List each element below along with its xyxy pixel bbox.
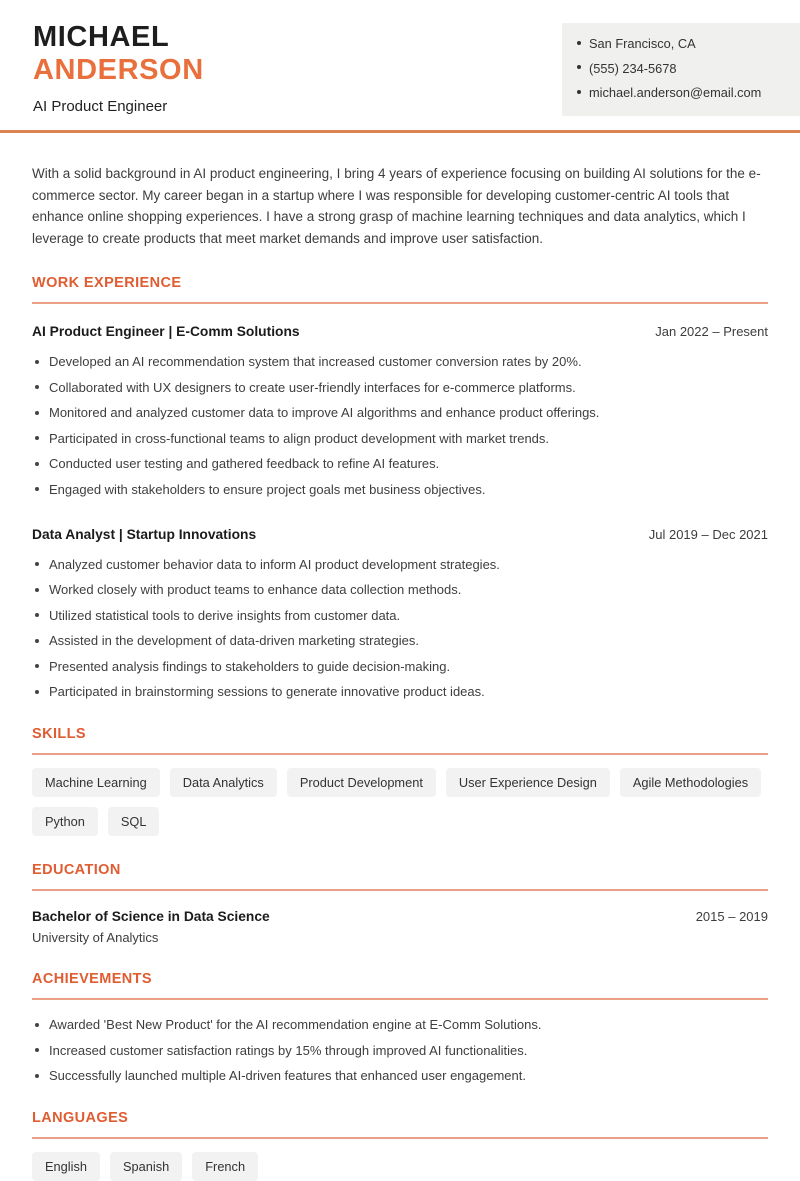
job-header-row	[32, 324, 768, 339]
job-entry	[32, 324, 768, 498]
achievement-bullet-text: Increased customer satisfaction ratings by 15% through improved AI functionalities.	[49, 1042, 528, 1058]
bullet-dot-icon	[35, 639, 39, 643]
achievement-bullet	[32, 1017, 768, 1033]
summary-paragraph: With a solid background in AI product engineering, I bring 4 years of experience focusing on building AI solutions for the e-commerce sector. My career began in a startup where I was responsible for developing customer-centric AI tools that enhance online shopping experiences. I have a strong grasp of machine learning techniques and data analytics, which I leverage to create products that meet market demands and improve user satisfaction.	[32, 166, 761, 246]
job-bullet	[32, 557, 768, 573]
work-experience-heading: WORK EXPERIENCE	[32, 275, 182, 291]
language-tag: Spanish	[110, 1152, 182, 1181]
skills-heading: SKILLS	[32, 726, 86, 742]
bullet-dot-icon	[35, 562, 39, 566]
job-title: AI Product Engineer | E-Comm Solutions	[32, 324, 300, 339]
achievements-bullet-list	[32, 1017, 768, 1084]
resume-header	[0, 0, 800, 133]
job-bullet	[32, 431, 768, 447]
resume-body	[0, 163, 800, 1181]
job-bullet-list	[32, 557, 768, 701]
bullet-dot-icon	[35, 690, 39, 694]
job-bullet-text: Participated in cross-functional teams to align product development with market trends.	[49, 430, 550, 446]
skill-tag: Python	[32, 807, 98, 836]
education-entry	[32, 909, 768, 945]
bullet-dot-icon	[35, 360, 39, 364]
header-job-title: AI Product Engineer	[33, 98, 168, 115]
job-entry	[32, 527, 768, 701]
section-languages	[32, 1110, 768, 1181]
job-bullet-text: Analyzed customer behavior data to inform AI product development strategies.	[49, 556, 500, 572]
bullet-dot-icon	[35, 411, 39, 415]
skill-tag: Machine Learning	[32, 768, 160, 797]
contact-box	[562, 23, 800, 116]
job-bullet-text: Participated in brainstorming sessions to generate innovative product ideas.	[49, 684, 485, 699]
contact-phone	[576, 61, 790, 76]
achievement-bullet-text: Awarded 'Best New Product' for the AI recommendation engine at E-Comm Solutions.	[49, 1017, 542, 1032]
bullet-dot-icon	[35, 436, 39, 440]
bullet-dot-icon	[35, 1048, 39, 1052]
job-header-row	[32, 527, 768, 542]
bullet-dot-icon	[35, 664, 39, 668]
achievement-bullet	[32, 1043, 768, 1059]
section-education	[32, 862, 768, 945]
job-bullet-text: Collaborated with UX designers to create user-friendly interfaces for e-commerce platforms.	[49, 379, 576, 395]
job-bullet	[32, 354, 768, 370]
education-heading: EDUCATION	[32, 862, 121, 878]
bullet-dot-icon	[35, 1074, 39, 1078]
bullet-dot-icon	[35, 487, 39, 491]
skill-tag: Product Development	[287, 768, 436, 797]
skill-tag: Data Analytics	[170, 768, 277, 797]
achievement-bullet	[32, 1068, 768, 1084]
bullet-dot-icon	[577, 65, 581, 69]
job-bullet	[32, 659, 768, 675]
section-skills	[32, 726, 768, 836]
job-bullet-text: Conducted user testing and gathered feedback to refine AI features.	[49, 456, 440, 471]
contact-phone-text: (555) 234-5678	[589, 60, 677, 76]
language-tag: English	[32, 1152, 100, 1181]
bullet-dot-icon	[35, 613, 39, 617]
job-bullet	[32, 633, 768, 649]
job-bullet	[32, 582, 768, 598]
achievements-heading: ACHIEVEMENTS	[32, 971, 153, 987]
bullet-dot-icon	[35, 385, 39, 389]
job-bullet-text: Engaged with stakeholders to ensure project goals met business objectives.	[49, 481, 486, 497]
job-bullet-text: Worked closely with product teams to enhance data collection methods.	[49, 582, 462, 597]
section-achievements	[32, 971, 768, 1084]
degree-title: Bachelor of Science in Data Science	[32, 909, 270, 924]
section-work-experience	[32, 275, 768, 700]
education-header-row	[32, 909, 768, 924]
languages-tag-list	[32, 1152, 768, 1181]
first-name: MICHAEL	[33, 21, 170, 53]
job-bullet	[32, 405, 768, 421]
job-bullet	[32, 482, 768, 498]
achievement-bullet-text: Successfully launched multiple AI-driven features that enhanced user engagement.	[49, 1068, 526, 1083]
job-bullet-text: Developed an AI recommendation system that increased customer conversion rates by 20%.	[49, 354, 582, 369]
job-dates: Jul 2019 – Dec 2021	[648, 526, 768, 542]
bullet-dot-icon	[577, 41, 581, 45]
job-bullet	[32, 456, 768, 472]
job-bullet	[32, 380, 768, 396]
last-name: ANDERSON	[33, 54, 204, 86]
bullet-dot-icon	[35, 462, 39, 466]
section-divider	[32, 889, 768, 891]
contact-email-text: michael.anderson@email.com	[589, 85, 762, 100]
job-bullet-text: Utilized statistical tools to derive insights from customer data.	[49, 607, 401, 623]
skill-tag: User Experience Design	[446, 768, 610, 797]
bullet-dot-icon	[35, 1023, 39, 1027]
language-tag: French	[192, 1152, 258, 1181]
job-bullet	[32, 608, 768, 624]
job-bullet-text: Presented analysis findings to stakeholders to guide decision-making.	[49, 658, 451, 674]
school-name: University of Analytics	[32, 930, 159, 945]
job-bullet-text: Assisted in the development of data-driven marketing strategies.	[49, 633, 419, 648]
contact-location-text: San Francisco, CA	[589, 36, 696, 51]
section-divider	[32, 1137, 768, 1139]
bullet-dot-icon	[577, 90, 581, 94]
education-dates: 2015 – 2019	[695, 909, 768, 924]
bullet-dot-icon	[35, 588, 39, 592]
contact-location	[576, 36, 790, 51]
contact-email	[576, 85, 790, 100]
skill-tag: SQL	[108, 807, 160, 836]
job-bullet	[32, 684, 768, 700]
skills-tag-list	[32, 768, 768, 836]
section-divider	[32, 753, 768, 755]
job-title: Data Analyst | Startup Innovations	[32, 526, 257, 542]
job-bullet-list	[32, 354, 768, 498]
job-dates: Jan 2022 – Present	[655, 324, 768, 339]
languages-heading: LANGUAGES	[32, 1110, 129, 1126]
skill-tag: Agile Methodologies	[620, 768, 761, 797]
section-divider	[32, 998, 768, 1000]
section-divider	[32, 302, 768, 304]
job-bullet-text: Monitored and analyzed customer data to improve AI algorithms and enhance product offerings.	[49, 405, 600, 420]
